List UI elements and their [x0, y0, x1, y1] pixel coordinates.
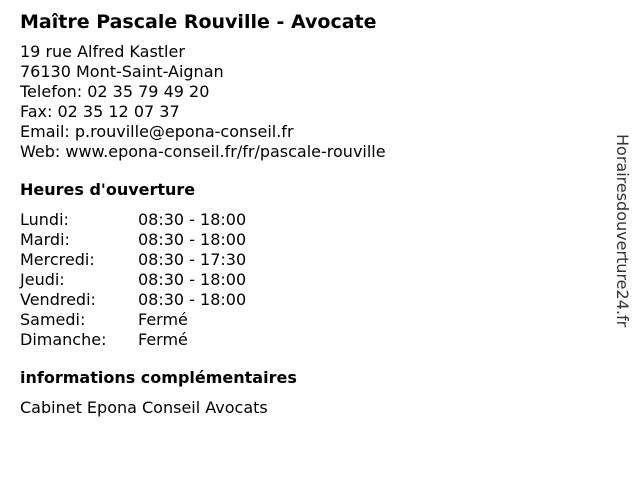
info-text: Cabinet Epona Conseil Avocats: [20, 398, 268, 417]
time-value: 08:30 - 18:00: [138, 270, 247, 289]
hours-heading: Heures d'ouverture: [20, 180, 196, 199]
day-label: Lundi:: [20, 210, 69, 229]
hours-row-lundi: [20, 210, 600, 230]
address-block: [20, 42, 600, 162]
hours-table: [20, 210, 600, 350]
hours-row-dimanche: [20, 330, 600, 350]
web-line: Web: www.epona-conseil.fr/fr/pascale-rouville: [20, 142, 386, 161]
day-label: Mardi:: [20, 230, 70, 249]
hours-row-samedi: [20, 310, 600, 330]
phone-line: Telefon: 02 35 79 49 20: [20, 82, 210, 101]
time-value: 08:30 - 17:30: [138, 250, 247, 269]
time-value: 08:30 - 18:00: [138, 230, 247, 249]
hours-row-vendredi: [20, 290, 600, 310]
day-label: Samedi:: [20, 310, 86, 329]
time-value: Fermé: [138, 330, 188, 349]
time-value: 08:30 - 18:00: [138, 290, 247, 309]
email-line: Email: p.rouville@epona-conseil.fr: [20, 122, 294, 141]
page-title: Maître Pascale Rouville - Avocate: [20, 11, 377, 33]
hours-row-mercredi: [20, 250, 600, 270]
fax-line: Fax: 02 35 12 07 37: [20, 102, 180, 121]
time-value: Fermé: [138, 310, 188, 329]
business-card: [20, 10, 600, 418]
day-label: Jeudi:: [20, 270, 65, 289]
street-address: 19 rue Alfred Kastler: [20, 42, 185, 61]
hours-row-mardi: [20, 230, 600, 250]
info-heading: informations complémentaires: [20, 368, 297, 387]
hours-row-jeudi: [20, 270, 600, 290]
day-label: Mercredi:: [20, 250, 95, 269]
time-value: 08:30 - 18:00: [138, 210, 247, 229]
day-label: Vendredi:: [20, 290, 96, 309]
day-label: Dimanche:: [20, 330, 107, 349]
site-watermark: Horairesdouverture24.fr: [613, 134, 632, 328]
city-line: 76130 Mont-Saint-Aignan: [20, 62, 224, 81]
